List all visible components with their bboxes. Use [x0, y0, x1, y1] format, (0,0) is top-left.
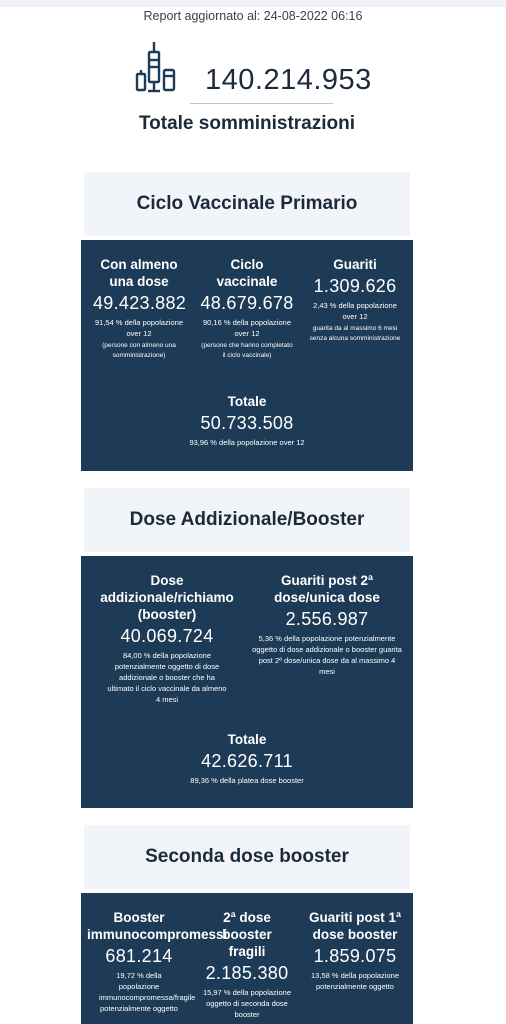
second-booster-fragile-title: 2ª dose booster fragili — [222, 910, 272, 959]
booster-recovered — [251, 572, 403, 677]
second-booster-panel — [81, 893, 413, 1024]
primary-first-dose-percent: 91,54 % della popolazione over 12 — [95, 318, 183, 338]
primary-first-dose-title: Con almeno una dose — [100, 257, 178, 289]
booster-total-value: 42.626.711 — [201, 751, 293, 771]
second-booster-immunocompromised-title: Booster immunocompromessi — [87, 910, 228, 942]
booster-recovered-percent: 5,36 % della popolazione potenzialmente oggetto di dose addizionale o booster guarita post 2ª dose/unica dose da al massimo 4 mesi — [252, 634, 402, 676]
booster-dose-title: Dose addizionale/richiamo (booster) — [100, 573, 234, 622]
primary-recovered — [307, 256, 403, 344]
report-updated-label: Report aggiornato al: 24-08-2022 06:16 — [143, 9, 363, 23]
booster-total-title: Totale — [227, 732, 267, 747]
total-administrations-label: Totale somministrazioni — [138, 113, 356, 134]
second-booster-immunocompromised — [87, 909, 228, 1014]
second-booster-immunocompromised-value: 681.214 — [105, 946, 173, 966]
second-booster-fragile-value: 2.185.380 — [205, 963, 289, 983]
primary-total — [81, 393, 413, 448]
divider — [190, 103, 333, 104]
primary-full-cycle-percent: 90,16 % della popolazione over 12 — [203, 318, 291, 338]
second-booster-immunocompromised-percent: 19,72 % della popolazione immunocompromessa/fragile potenzialmente oggetto — [99, 971, 196, 1013]
booster-dose-value: 40.069.724 — [120, 626, 214, 646]
primary-panel — [81, 240, 413, 471]
second-booster-recovered-title: Guariti post 1ª dose booster — [308, 910, 401, 942]
primary-full-cycle-title: Ciclo vaccinale — [216, 257, 278, 289]
primary-recovered-title: Guariti — [333, 257, 377, 272]
vaccine-icon — [135, 40, 177, 96]
booster-dose — [97, 572, 237, 705]
booster-total — [81, 731, 413, 786]
primary-recovered-note: guarita da al massimo 6 mesi senza alcuna somministrazione — [309, 325, 401, 342]
second-booster-fragile — [199, 909, 295, 1020]
booster-panel — [81, 556, 413, 808]
primary-first-dose — [93, 256, 185, 361]
primary-full-cycle — [199, 256, 295, 361]
primary-recovered-percent: 2,43 % della popolazione over 12 — [313, 301, 397, 321]
primary-total-value: 50.733.508 — [200, 413, 294, 433]
booster-recovered-value: 2.556.987 — [285, 609, 369, 629]
section-title-second-booster: Seconda dose booster — [84, 825, 410, 889]
primary-first-dose-value: 49.423.882 — [93, 293, 187, 313]
primary-total-percent: 93,96 % della popolazione over 12 — [189, 438, 305, 447]
primary-first-dose-note: (persone con almeno una somministrazione) — [102, 342, 176, 359]
section-title-primary: Ciclo Vaccinale Primario — [84, 172, 410, 236]
second-booster-recovered-value: 1.859.075 — [313, 946, 397, 966]
total-administrations-value: 140.214.953 — [205, 64, 372, 96]
second-booster-fragile-percent: 15,97 % della popolazione oggetto di seconda dose booster — [203, 988, 291, 1019]
primary-full-cycle-note: (persone che hanno completato il ciclo vaccinale) — [201, 342, 293, 359]
booster-total-percent: 89,36 % della platea dose booster — [190, 776, 304, 785]
second-booster-recovered — [307, 909, 403, 992]
section-title-booster: Dose Addizionale/Booster — [84, 488, 410, 552]
booster-dose-percent: 84,00 % della popolazione potenzialmente oggetto di dose addizionale o booster che ha ultimato il ciclo vaccinale da almeno 4 mesi — [107, 651, 227, 704]
primary-total-title: Totale — [227, 394, 267, 409]
top-band — [0, 0, 506, 7]
second-booster-recovered-percent: 13,58 % della popolazione potenzialmente oggetto — [311, 971, 399, 991]
primary-recovered-value: 1.309.626 — [313, 276, 397, 296]
booster-recovered-title: Guariti post 2ª dose/unica dose — [274, 573, 380, 605]
primary-full-cycle-value: 48.679.678 — [200, 293, 294, 313]
